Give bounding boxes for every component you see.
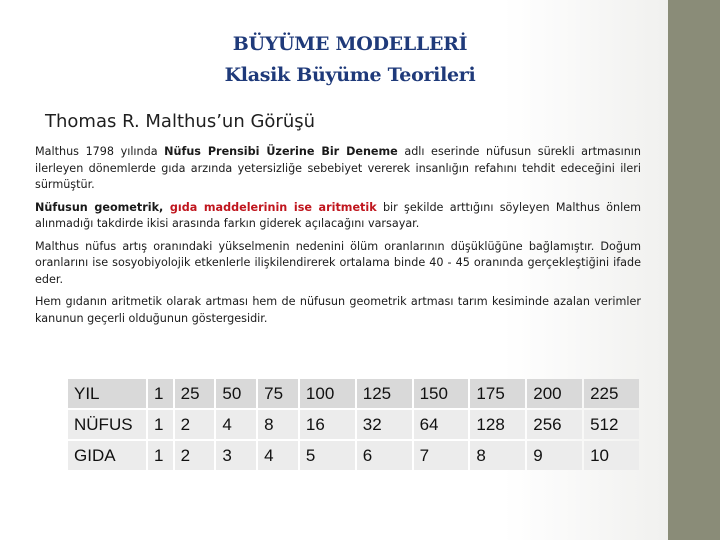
table-cell: 4 bbox=[216, 410, 256, 439]
table-cell: 256 bbox=[527, 410, 582, 439]
table-cell: 50 bbox=[216, 379, 256, 408]
table-row bbox=[68, 379, 639, 408]
table-cell: 1 bbox=[148, 410, 173, 439]
table-cell: 9 bbox=[527, 441, 582, 470]
table-cell: 1 bbox=[148, 379, 173, 408]
table-cell: 64 bbox=[414, 410, 469, 439]
table-cell: 512 bbox=[584, 410, 639, 439]
slide-title: BÜYÜME MODELLERİ bbox=[232, 33, 468, 55]
table-cell: 1 bbox=[148, 441, 173, 470]
table-cell: 128 bbox=[470, 410, 525, 439]
table-cell: 32 bbox=[357, 410, 412, 439]
table-cell: 25 bbox=[175, 379, 215, 408]
table-cell: 2 bbox=[175, 410, 215, 439]
table-cell: 200 bbox=[527, 379, 582, 408]
section-heading: Thomas R. Malthus’un Görüşü bbox=[45, 111, 316, 132]
row-label: NÜFUS bbox=[68, 410, 146, 439]
table-cell: 125 bbox=[357, 379, 412, 408]
table-cell: 10 bbox=[584, 441, 639, 470]
paragraph-2: Nüfusun geometrik, gıda maddelerinin ise aritmetik bir şekilde arttığını söyleyen Malthus önlem alınmadığı takdirde ikisi arasında farkın giderek açılacağını varsayar. bbox=[35, 200, 641, 230]
row-label: YIL bbox=[68, 379, 146, 408]
table-cell: 4 bbox=[258, 441, 298, 470]
paragraph-1: Malthus 1798 yılında Nüfus Prensibi Üzerine Bir Deneme adlı eserinde nüfusun sürekli artmasının ilerleyen dönemlerde gıda arzında yetersizliğe sebebiyet vererek insanlığın refahını tehdit edeceğini ileri sürmüştür. bbox=[35, 145, 641, 191]
table-cell: 150 bbox=[414, 379, 469, 408]
table-cell: 6 bbox=[357, 441, 412, 470]
paragraph-4: Hem gıdanın aritmetik olarak artması hem de nüfusun geometrik artması tarım kesiminde azalan verimler kanunun geçerli olduğunun göstergesidir. bbox=[35, 295, 641, 325]
table-row bbox=[68, 410, 639, 439]
highlight-text: gıda maddelerinin ise aritmetik bbox=[169, 200, 377, 214]
table-cell: 175 bbox=[470, 379, 525, 408]
table-cell: 7 bbox=[414, 441, 469, 470]
book-title: Nüfus Prensibi Üzerine Bir Deneme bbox=[164, 145, 398, 158]
table-cell: 3 bbox=[216, 441, 256, 470]
table-cell: 100 bbox=[300, 379, 355, 408]
table-cell: 16 bbox=[300, 410, 355, 439]
paragraph-3: Malthus nüfus artış oranındaki yükselmenin nedenini ölüm oranlarının düşüklüğüne bağlamıştır. Doğum oranlarını ise sosyobiyolojik etkenlerle ilişkilendirerek ortalama binde 40 - 45 oranında gerçekleştiğini ifade eder. bbox=[35, 239, 641, 286]
table-cell: 5 bbox=[300, 441, 355, 470]
table-cell: 75 bbox=[258, 379, 298, 408]
table-row bbox=[68, 441, 639, 470]
slide-title-secondary: Klasik Büyüme Teorileri bbox=[224, 64, 476, 86]
table-cell: 8 bbox=[470, 441, 525, 470]
row-label: GIDA bbox=[68, 441, 146, 470]
table-cell: 8 bbox=[258, 410, 298, 439]
body-text bbox=[35, 144, 641, 333]
table-cell: 225 bbox=[584, 379, 639, 408]
growth-table bbox=[66, 377, 641, 472]
table-cell: 2 bbox=[175, 441, 215, 470]
